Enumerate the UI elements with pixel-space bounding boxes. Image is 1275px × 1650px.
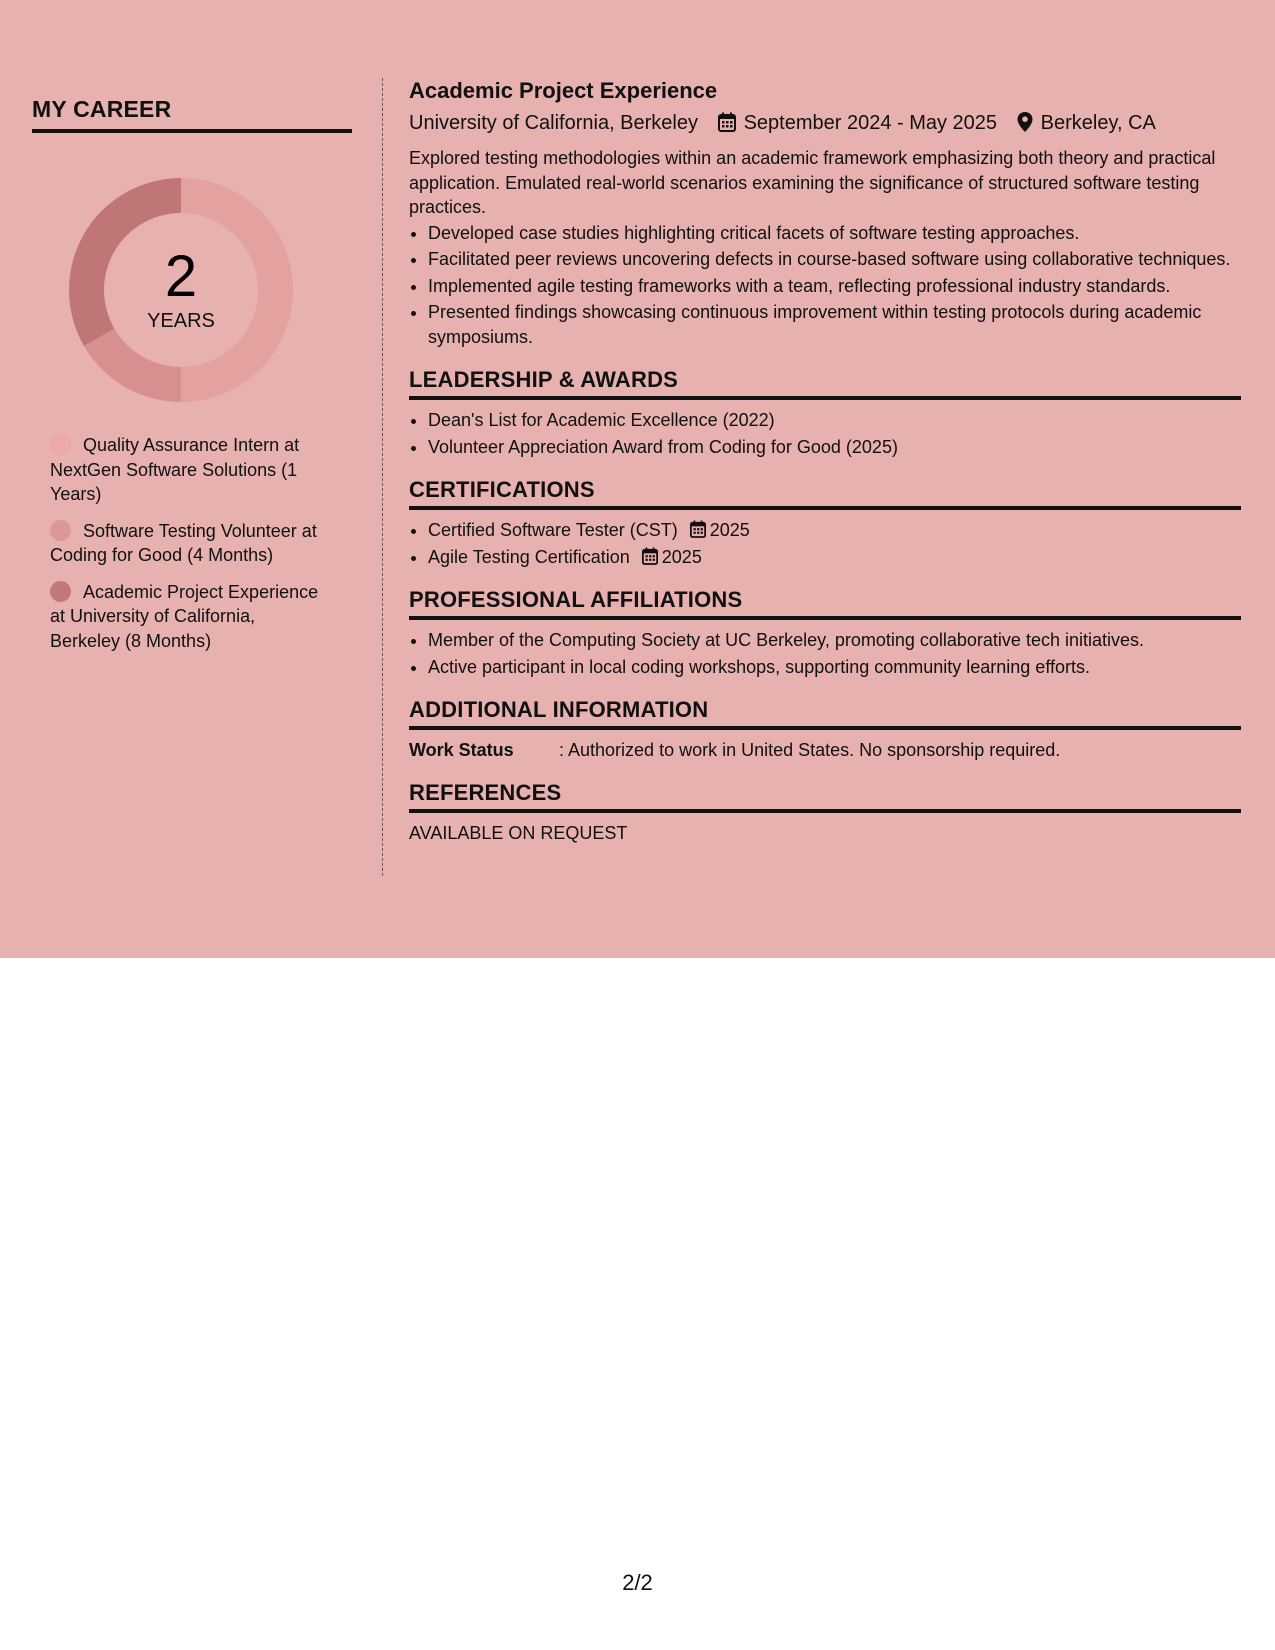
work-status-value: : Authorized to work in United States. No sponsorship required. <box>559 740 1061 760</box>
affiliations-list <box>409 628 1241 679</box>
list-item: • Developed case studies highlighting critical facets of software testing approaches. <box>428 221 1241 246</box>
list-item <box>428 518 1241 543</box>
legend-item <box>50 580 330 654</box>
certification-name: Certified Software Tester (CST) <box>428 520 678 540</box>
certifications-list <box>409 518 1241 569</box>
calendar-icon <box>718 112 736 132</box>
experience-entry <box>409 76 1241 349</box>
section-heading: REFERENCES <box>409 780 1241 813</box>
legend-dot-2 <box>50 520 71 541</box>
list-item: • Facilitated peer reviews uncovering defects in course-based software using collaborative techniques. <box>428 247 1241 272</box>
experience-title: Academic Project Experience <box>409 78 718 103</box>
section-heading: CERTIFICATIONS <box>409 477 1241 510</box>
leadership-list <box>409 408 1241 459</box>
career-title: MY CAREER <box>32 96 352 133</box>
total-years-number: 2 <box>164 243 198 309</box>
work-status-row <box>409 738 1241 762</box>
total-years-unit: YEARS <box>147 309 215 332</box>
legend-item-text: Academic Project Experience at University of California, Berkeley (8 Months) <box>50 581 319 651</box>
legend-item <box>50 519 330 568</box>
list-item: • Presented findings showcasing continuous improvement within testing protocols during academic symposiums. <box>428 300 1241 349</box>
legend-dot-3 <box>50 581 71 602</box>
certification-year: 2025 <box>709 520 750 540</box>
list-item <box>428 545 1241 570</box>
leadership-section <box>409 367 1241 459</box>
calendar-icon <box>642 547 658 565</box>
section-heading: ADDITIONAL INFORMATION <box>409 697 1241 730</box>
calendar-icon <box>690 520 706 538</box>
list-item: • Volunteer Appreciation Award from Coding for Good (2025) <box>428 435 1241 460</box>
legend-dot-1 <box>50 434 71 455</box>
certification-year: 2025 <box>661 546 702 567</box>
page-number: 2/2 <box>622 1570 653 1595</box>
legend-item-text: Software Testing Volunteer at Coding for Good (4 Months) <box>50 520 317 565</box>
section-heading: PROFESSIONAL AFFILIATIONS <box>409 587 1241 620</box>
experience-location: Berkeley, CA <box>1040 112 1156 134</box>
experience-dates: September 2024 - May 2025 <box>743 112 998 134</box>
career-legend <box>50 433 330 653</box>
career-panel <box>32 96 352 665</box>
section-heading: LEADERSHIP & AWARDS <box>409 367 1241 400</box>
resume-main <box>409 76 1241 844</box>
list-item: • Dean's List for Academic Excellence (2022) <box>428 408 1241 433</box>
column-divider <box>382 78 383 876</box>
legend-item-text: Quality Assurance Intern at NextGen Software Solutions (1 Years) <box>50 435 300 504</box>
location-pin-icon <box>1017 112 1033 132</box>
list-item: • Member of the Computing Society at UC Berkeley, promoting collaborative tech initiatives. <box>428 628 1241 653</box>
experience-bullets <box>409 221 1241 350</box>
legend-item <box>50 433 330 507</box>
experience-organization: University of California, Berkeley <box>409 112 698 134</box>
career-donut-chart <box>66 175 296 405</box>
list-item: • Active participant in local coding workshops, supporting community learning efforts. <box>428 655 1241 680</box>
list-item: • Implemented agile testing frameworks with a team, reflecting professional industry standards. <box>428 274 1241 299</box>
certifications-section <box>409 477 1241 569</box>
additional-info-section <box>409 697 1241 762</box>
certification-name: Agile Testing Certification <box>428 546 630 567</box>
experience-meta <box>409 108 1241 138</box>
references-text: AVAILABLE ON REQUEST <box>409 823 628 843</box>
experience-description: Explored testing methodologies within an academic framework emphasizing both theory and practical application. Emulated real-world scenarios examining the significance of structured software testing practices. <box>409 148 1216 217</box>
references-section <box>409 780 1241 844</box>
work-status-label: Work Status <box>409 740 514 760</box>
affiliations-section <box>409 587 1241 679</box>
donut-center-label <box>66 175 296 405</box>
